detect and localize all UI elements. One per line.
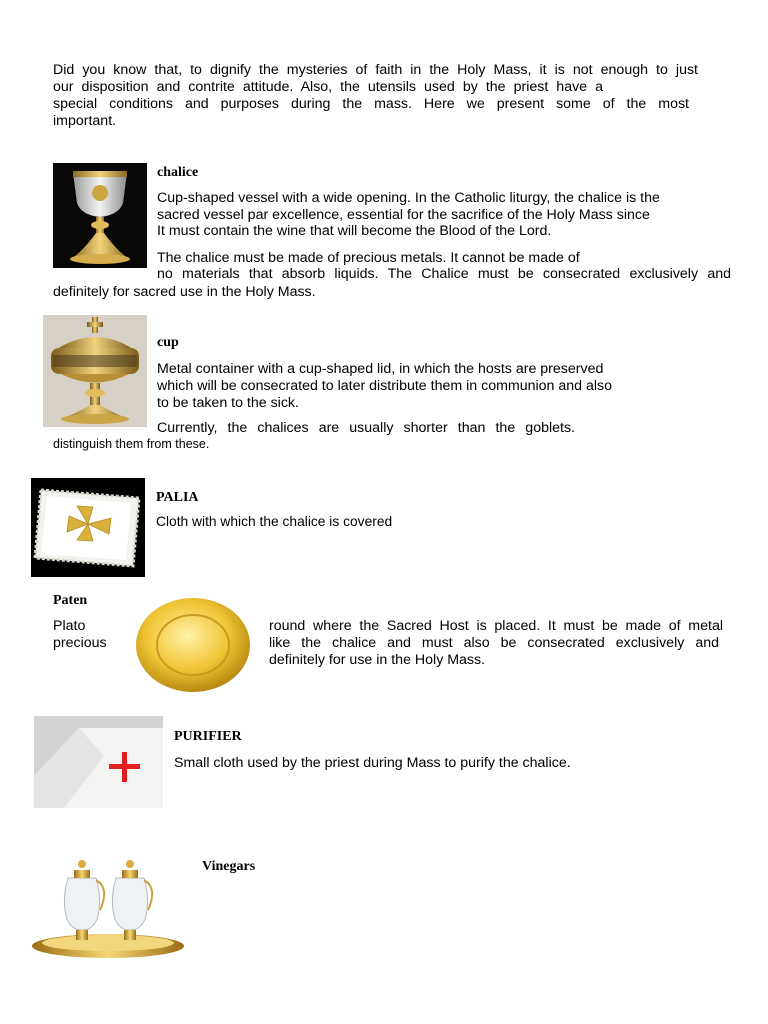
purifier-description: Small cloth used by the priest during Mass to purify the chalice. (174, 755, 571, 771)
cruets-image (30, 858, 186, 964)
chalice-image (53, 163, 147, 268)
chalice-heading: chalice (157, 165, 199, 180)
palia-description: Cloth with which the chalice is covered (156, 514, 393, 529)
pall-cloth-image (31, 478, 145, 577)
purifier-cloth-image (34, 716, 163, 808)
paten-right-line-3: definitely for use in the Holy Mass. (269, 652, 486, 668)
chalice-line-3: It must contain the wine that will become the Blood of the Lord. (157, 223, 552, 239)
cup-line-3: to be taken to the sick. (157, 395, 299, 411)
cup-line-4: Currently, the chalices are usually shorter than the goblets. (157, 420, 575, 436)
cup-heading: cup (157, 335, 179, 350)
chalice-line-2: sacred vessel par excellence, essential for the sacrifice of the Holy Mass since (157, 207, 650, 223)
chalice-line-6: definitely for sacred use in the Holy Mass. (53, 284, 316, 300)
paten-heading: Paten (53, 593, 88, 608)
intro-line-3: special conditions and purposes during the mass. Here we present some of the most (53, 96, 689, 112)
intro-line-1: Did you know that, to dignify the mysteries of faith in the Holy Mass, it is not enough to just (53, 62, 698, 78)
chalice-line-4: The chalice must be made of precious metals. It cannot be made of (157, 250, 580, 266)
cup-line-2: which will be consecrated to later distribute them in communion and also (157, 378, 613, 394)
paten-plate-image (133, 595, 253, 695)
cup-line-1: Metal container with a cup-shaped lid, in which the hosts are preserved (157, 361, 604, 377)
intro-line-2: our disposition and contrite attitude. Also, the utensils used by the priest have a (53, 79, 603, 95)
palia-heading: PALIA (156, 490, 199, 505)
intro-line-4: important. (53, 113, 117, 129)
cup-line-5: distinguish them from these. (53, 437, 210, 451)
paten-right-line-2: like the chalice and must also be consecrated exclusively and (269, 635, 719, 651)
purifier-heading: PURIFIER (174, 729, 242, 744)
paten-left-line-2: precious (53, 635, 107, 651)
chalice-line-1: Cup-shaped vessel with a wide opening. In the Catholic liturgy, the chalice is the (157, 190, 660, 206)
vinegars-heading: Vinegars (202, 859, 256, 874)
paten-right-line-1: round where the Sacred Host is placed. It must be made of metal (269, 618, 723, 634)
chalice-line-5: no materials that absorb liquids. The Chalice must be consecrated exclusively and (157, 266, 731, 282)
paten-left-line-1: Plato (53, 618, 86, 634)
ciborium-image (43, 315, 147, 427)
